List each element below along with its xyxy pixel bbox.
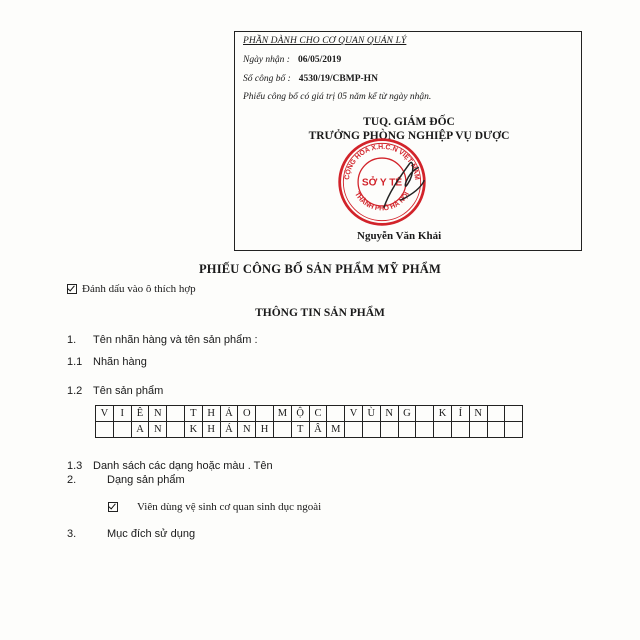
grid-cell xyxy=(362,422,380,438)
item-2-number: 2. xyxy=(67,474,77,486)
seal-ring-bottom-text: THÀNH PHỐ HÀ NỘI xyxy=(352,191,412,213)
received-date-label: Ngày nhận : xyxy=(243,55,290,65)
grid-cell: V xyxy=(96,406,114,422)
grid-cell: Ê xyxy=(131,406,149,422)
item-1-2 xyxy=(67,385,163,397)
item-1-1-number: 1.1 xyxy=(67,356,83,368)
seal-ring-top-text: CỘNG HÒA X.H.C.N VIỆT NAM xyxy=(343,143,421,181)
grid-row xyxy=(96,422,523,438)
grid-cell: K xyxy=(434,406,452,422)
grid-cell: T xyxy=(291,422,309,438)
grid-cell: O xyxy=(238,406,256,422)
validity-note: Phiếu công bố có giá trị 05 năm kể từ ngày nhận. xyxy=(243,92,432,102)
document-title: PHIẾU CÔNG BỐ SẢN PHẨM MỸ PHẨM xyxy=(198,262,442,276)
received-date-row xyxy=(243,55,341,65)
grid-cell xyxy=(256,406,274,422)
grid-cell: Ộ xyxy=(291,406,309,422)
grid-cell: N xyxy=(238,422,256,438)
check-note-text: Đánh dấu vào ô thích hợp xyxy=(82,283,196,295)
grid-cell: K xyxy=(184,422,202,438)
grid-cell xyxy=(416,406,434,422)
grid-cell xyxy=(167,422,185,438)
item-3-number: 3. xyxy=(67,528,77,540)
signatory-title-line1: TUQ. GIÁM ĐỐC xyxy=(363,116,455,128)
signatory-title-line2: TRƯỞNG PHÒNG NGHIỆP VỤ DƯỢC xyxy=(308,130,510,142)
declaration-number-row xyxy=(243,74,378,84)
grid-cell xyxy=(113,422,131,438)
grid-cell xyxy=(505,422,523,438)
grid-cell xyxy=(380,422,398,438)
grid-cell xyxy=(167,406,185,422)
grid-cell xyxy=(469,422,487,438)
approval-box-header: PHẦN DÀNH CHO CƠ QUAN QUẢN LÝ xyxy=(243,36,407,46)
signer-name: Nguyễn Văn Khải xyxy=(357,230,442,242)
grid-row xyxy=(96,406,523,422)
item-1-2-text: Tên sản phẩm xyxy=(93,385,164,397)
grid-cell: N xyxy=(149,422,167,438)
grid-cell xyxy=(327,406,345,422)
grid-cell xyxy=(487,406,505,422)
official-seal-icon xyxy=(336,136,428,228)
item-1-3-text: Danh sách các dạng hoặc màu . Tên xyxy=(93,460,273,472)
item-3 xyxy=(67,528,195,540)
item-3-text: Mục đích sử dụng xyxy=(107,528,196,540)
grid-cell: I xyxy=(113,406,131,422)
approval-box xyxy=(234,31,582,251)
grid-cell: N xyxy=(149,406,167,422)
item-1-2-number: 1.2 xyxy=(67,385,83,397)
item-2-text: Dạng sản phẩm xyxy=(107,474,185,486)
product-form-option xyxy=(108,501,321,513)
grid-cell xyxy=(487,422,505,438)
item-1-1 xyxy=(67,356,147,368)
grid-cell: Ả xyxy=(220,406,238,422)
grid-cell: N xyxy=(469,406,487,422)
grid-cell: Í xyxy=(451,406,469,422)
grid-cell: T xyxy=(184,406,202,422)
grid-cell xyxy=(505,406,523,422)
grid-cell xyxy=(451,422,469,438)
item-1 xyxy=(67,334,258,346)
item-1-3-number: 1.3 xyxy=(67,460,83,472)
grid-cell: H xyxy=(202,422,220,438)
grid-cell: C xyxy=(309,406,327,422)
received-date-value: 06/05/2019 xyxy=(297,55,342,65)
grid-cell xyxy=(345,422,363,438)
grid-cell: Ù xyxy=(362,406,380,422)
item-2 xyxy=(67,474,185,486)
grid-cell xyxy=(398,422,416,438)
product-form-option-text: Viên dùng vệ sinh cơ quan sinh dục ngoài xyxy=(137,501,322,513)
grid-cell xyxy=(434,422,452,438)
grid-cell xyxy=(273,422,291,438)
grid-cell: V xyxy=(345,406,363,422)
grid-cell: A xyxy=(131,422,149,438)
check-note-line xyxy=(67,283,196,295)
grid-cell: G xyxy=(398,406,416,422)
product-name-grid xyxy=(95,405,523,438)
grid-cell: M xyxy=(273,406,291,422)
item-1-number: 1. xyxy=(67,334,77,346)
declaration-number-label: Số công bố : xyxy=(243,74,291,84)
grid-cell xyxy=(96,422,114,438)
seal-center-text: SỞ Y TẾ xyxy=(361,177,403,189)
section-title: THÔNG TIN SẢN PHẨM xyxy=(255,307,385,319)
declaration-number-value: 4530/19/CBMP-HN xyxy=(298,74,378,84)
grid-cell: H xyxy=(202,406,220,422)
item-1-1-text: Nhãn hàng xyxy=(93,356,147,368)
grid-cell: N xyxy=(380,406,398,422)
grid-cell: Á xyxy=(220,422,238,438)
item-1-text: Tên nhãn hàng và tên sản phẩm : xyxy=(93,334,258,346)
checked-box-icon xyxy=(67,284,77,294)
grid-cell: H xyxy=(256,422,274,438)
grid-cell: M xyxy=(327,422,345,438)
grid-cell: Â xyxy=(309,422,327,438)
item-1-3 xyxy=(67,460,273,472)
checked-box-icon xyxy=(108,502,118,512)
grid-cell xyxy=(416,422,434,438)
